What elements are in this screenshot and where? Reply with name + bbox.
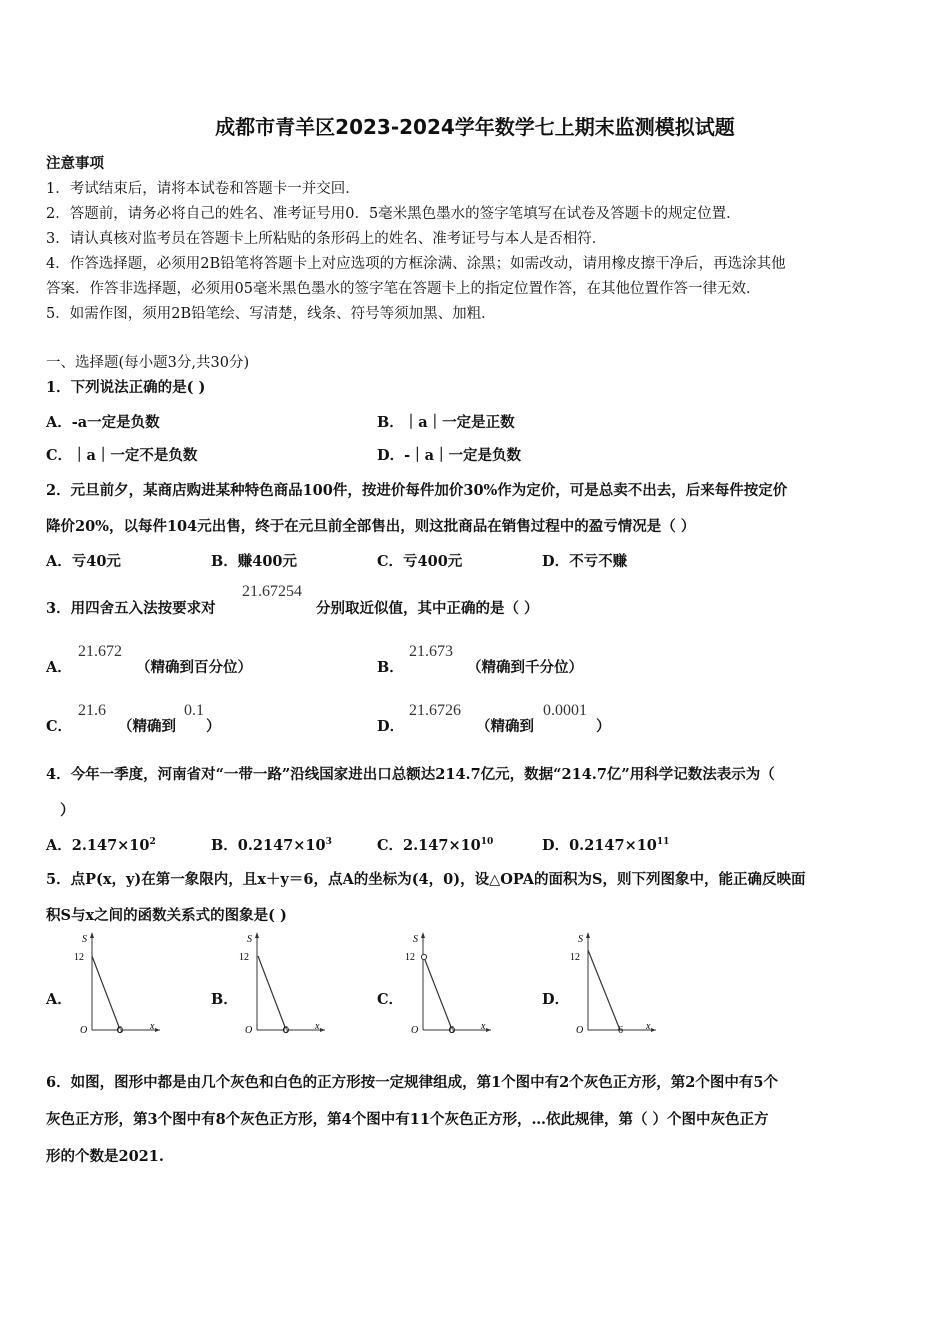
q5-option-c-label: C． xyxy=(377,991,404,1008)
q2-option-c: C．亏400元 xyxy=(377,553,463,570)
q4-option-c-exponent: 10 xyxy=(480,837,494,848)
q3-option-a-number: 21.672 xyxy=(78,643,122,660)
x-axis-label: x xyxy=(646,1021,651,1032)
question-4-stem-line1: 4．今年一季度，河南省对“一带一路”沿线国家进出口总额达214.7亿元，数据“214.7亿”用科学记数法表示为（ xyxy=(46,766,775,783)
q4-option-b xyxy=(211,834,332,855)
origin-label: O xyxy=(576,1025,584,1036)
q5-graph-a xyxy=(72,930,162,1038)
y-tick-label: 12 xyxy=(570,952,580,963)
q3-number: 21.67254 xyxy=(242,583,302,600)
x-tick-label: 6 xyxy=(449,1025,454,1036)
notice-item: 4．作答选择题，必须用2B铅笔将答题卡上对应选项的方框涂满、涂黑；如需改动，请用橡皮擦干净后，再选涂其他 xyxy=(46,256,786,272)
origin-label: O xyxy=(80,1025,88,1036)
q3-option-d-close: ） xyxy=(596,718,611,735)
question-2-stem-line1: 2．元旦前夕，某商店购进某种特色商品100件，按进价每件加价30%作为定价，可是总卖不出去，后来每件按定价 xyxy=(46,482,788,499)
y-axis-arrow xyxy=(90,932,94,938)
q1-option-b: B．｜a｜一定是正数 xyxy=(377,414,515,431)
q3-option-d-number: 21.6726 xyxy=(409,702,461,719)
q1-option-a: A．-a一定是负数 xyxy=(46,414,160,431)
q5-option-b-label: B． xyxy=(211,991,238,1008)
q4-option-c xyxy=(377,834,493,855)
x-axis-arrow xyxy=(486,1028,491,1032)
y-axis-arrow xyxy=(255,932,259,938)
question-2-stem-line2: 降价20%，以每件104元出售，终于在元旦前全部售出，则这批商品在销售过程中的盈亏情况是（ ） xyxy=(46,518,696,535)
q3-option-b-number: 21.673 xyxy=(409,643,453,660)
notice-item: 5．如需作图，须用2B铅笔绘、写清楚，线条、符号等须加黑、加粗． xyxy=(46,306,496,322)
page-title: 成都市青羊区2023-2024学年数学七上期末监测模拟试题 xyxy=(215,115,735,139)
notice-item: 答案．作答非选择题，必须用05毫米黑色墨水的签字笔在答题卡上的指定位置作答，在其他位置作答一律无效． xyxy=(46,281,761,297)
question-6-stem-line1: 6．如图，图形中都是由几个灰色和白色的正方形按一定规律组成，第1个图中有2个灰色正方形，第2个图中有5个 xyxy=(46,1074,778,1091)
q5-graph-d xyxy=(568,930,658,1038)
section-heading: 一、选择题(每小题3分,共30分) xyxy=(46,355,250,371)
notice-item: 3．请认真核对监考员在答题卡上所粘贴的条形码上的姓名、准考证号与本人是否相符． xyxy=(46,231,607,247)
q4-option-b-exponent: 3 xyxy=(325,837,332,848)
q3-option-d-text: （精确到 xyxy=(476,718,534,735)
q4-option-c-base: C．2.147×10 xyxy=(377,837,481,854)
function-line xyxy=(588,950,620,1030)
q5-graph-c xyxy=(403,930,493,1038)
function-line xyxy=(425,960,451,1027)
origin-label: O xyxy=(411,1025,419,1036)
origin-label: O xyxy=(245,1025,253,1036)
q2-option-a: A．亏40元 xyxy=(46,553,121,570)
q3-option-a-label: A． xyxy=(46,659,72,676)
x-axis-label: x xyxy=(481,1021,486,1032)
notice-item: 1．考试结束后，请将本试卷和答题卡一并交回． xyxy=(46,181,360,197)
q4-option-d-base: D．0.2147×10 xyxy=(542,837,657,854)
question-5-stem-line1: 5．点P(x，y)在第一象限内，且x＋y＝6，点A的坐标为(4，0)，设△OPA的面积为S，则下列图象中，能正确反映面 xyxy=(46,871,806,888)
y-axis-label: S xyxy=(413,934,418,945)
y-axis-arrow xyxy=(421,932,425,938)
question-5-stem-line2: 积S与x之间的函数关系式的图象是( ) xyxy=(46,907,287,924)
q3-option-d-label: D． xyxy=(377,718,405,735)
q3-option-c-precision: 0.1 xyxy=(184,702,204,719)
q3-option-c-label: C． xyxy=(46,718,73,735)
y-tick-label: 12 xyxy=(405,952,415,963)
x-tick-label: 6 xyxy=(283,1025,288,1036)
q4-option-b-base: B．0.2147×10 xyxy=(211,837,326,854)
x-axis-arrow xyxy=(651,1028,656,1032)
question-3-stem-post: 分别取近似值，其中正确的是（ ） xyxy=(316,600,539,617)
question-3-stem-pre: 3．用四舍五入法按要求对 xyxy=(46,600,216,617)
q1-option-c: C．｜a｜一定不是负数 xyxy=(46,447,198,464)
q2-option-b: B．赚400元 xyxy=(211,553,298,570)
x-axis-label: x xyxy=(315,1021,320,1032)
q3-option-d-precision: 0.0001 xyxy=(543,702,587,719)
x-tick-label: 6 xyxy=(618,1025,623,1036)
open-start-point xyxy=(421,954,426,959)
notice-heading: 注意事项 xyxy=(46,155,104,172)
function-line xyxy=(92,956,119,1027)
function-line xyxy=(258,956,285,1027)
y-tick-label: 12 xyxy=(74,952,84,963)
y-axis-label: S xyxy=(578,934,583,945)
question-6-stem-line3: 形的个数是2021. xyxy=(46,1148,164,1165)
y-axis-label: S xyxy=(247,934,252,945)
y-axis-arrow xyxy=(586,932,590,938)
x-tick-label: 6 xyxy=(117,1025,122,1036)
q5-option-a-label: A． xyxy=(46,991,72,1008)
q3-option-a-text: （精确到百分位） xyxy=(136,659,252,676)
q4-option-a xyxy=(46,834,156,855)
y-axis-label: S xyxy=(82,934,87,945)
q4-option-a-exponent: 2 xyxy=(149,837,156,848)
q3-option-c-close: ） xyxy=(206,718,221,735)
q4-option-d-exponent: 11 xyxy=(656,837,670,848)
x-axis-label: x xyxy=(150,1021,155,1032)
question-1-stem: 1．下列说法正确的是( ) xyxy=(46,379,206,396)
q1-option-d: D．-｜a｜一定是负数 xyxy=(377,447,521,464)
x-axis-arrow xyxy=(155,1028,160,1032)
q3-option-b-label: B． xyxy=(377,659,404,676)
q2-option-d: D．不亏不赚 xyxy=(542,553,628,570)
q4-option-a-base: A．2.147×10 xyxy=(46,837,150,854)
q3-option-c-text: （精确到 xyxy=(118,718,176,735)
q4-option-d xyxy=(542,834,669,855)
q5-graph-b xyxy=(237,930,327,1038)
question-6-stem-line2: 灰色正方形，第3个图中有8个灰色正方形，第4个图中有11个灰色正方形，…依此规律，第（ ）个图中灰色正方 xyxy=(46,1111,769,1128)
q5-option-d-label: D． xyxy=(542,991,570,1008)
y-tick-label: 12 xyxy=(239,952,249,963)
q3-option-b-text: （精确到千分位） xyxy=(467,659,583,676)
q3-option-c-number: 21.6 xyxy=(78,702,106,719)
question-4-stem-line2: ） xyxy=(60,802,75,819)
notice-item: 2．答题前，请务必将自己的姓名、准考证号用0．5毫米黑色墨水的签字笔填写在试卷及答题卡的规定位置． xyxy=(46,206,741,222)
x-axis-arrow xyxy=(320,1028,325,1032)
